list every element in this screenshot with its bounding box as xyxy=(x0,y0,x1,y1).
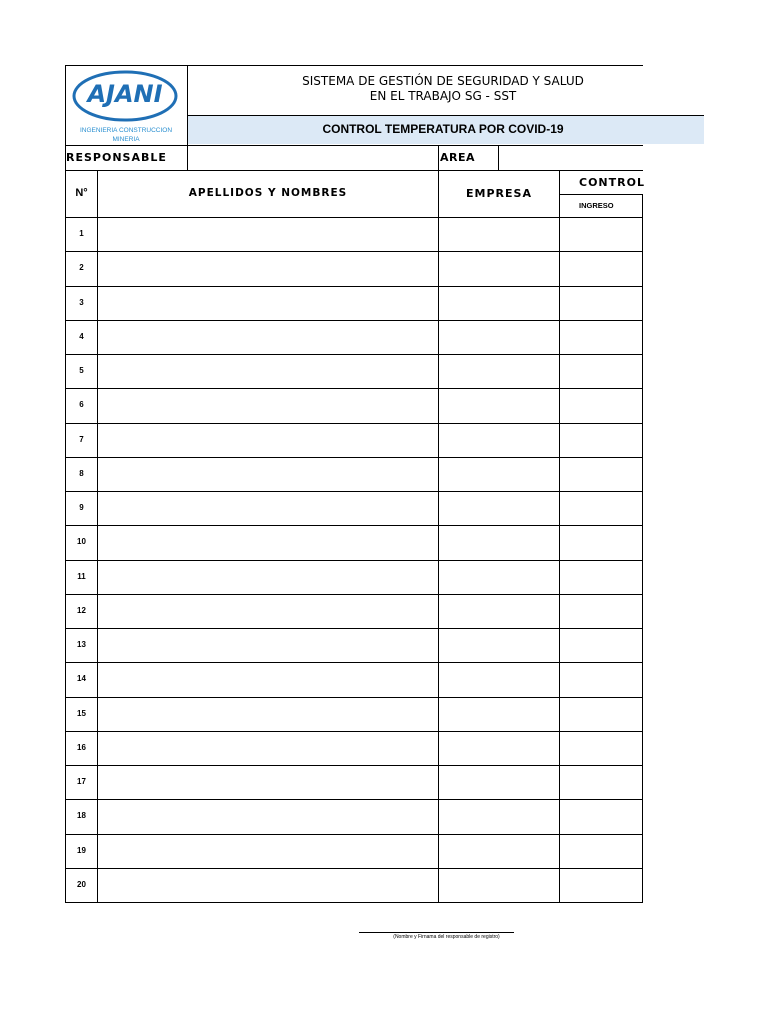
row-line xyxy=(65,902,643,903)
row-number: 4 xyxy=(79,331,84,341)
row-number: 1 xyxy=(79,229,84,239)
table-row[interactable] xyxy=(65,765,643,799)
table-row[interactable] xyxy=(65,251,643,285)
logo-brand-text: AJANI xyxy=(87,80,163,108)
row-number: 11 xyxy=(77,571,86,581)
border-info-area-left xyxy=(438,145,439,170)
row-number: 5 xyxy=(79,366,84,376)
col-header-number: N° xyxy=(75,187,88,199)
table-row[interactable] xyxy=(65,491,643,525)
row-number: 12 xyxy=(77,605,86,615)
row-number: 3 xyxy=(79,297,84,307)
table-row[interactable] xyxy=(65,354,643,388)
responsable-field[interactable] xyxy=(188,146,438,170)
table-row[interactable] xyxy=(65,560,643,594)
signature-caption: (Nombre y Firnama del responsable de registro) xyxy=(393,934,500,940)
table-row[interactable] xyxy=(65,457,643,491)
table-row[interactable] xyxy=(65,731,643,765)
row-number: 10 xyxy=(77,537,86,547)
table-row[interactable] xyxy=(65,868,643,902)
table-row[interactable] xyxy=(65,388,643,422)
border-info-bottom xyxy=(65,170,643,171)
page-title-line-1: SISTEMA DE GESTIÓN DE SEGURIDAD Y SALUD xyxy=(302,74,584,88)
col-header-ingreso: INGRESO xyxy=(579,201,614,210)
row-number: 17 xyxy=(77,777,86,787)
row-number: 16 xyxy=(77,742,86,752)
signature-line xyxy=(359,932,514,933)
col-header-names: APELLIDOS Y NOMBRES xyxy=(188,187,348,199)
responsable-label: RESPONSABLE xyxy=(66,151,167,164)
border-top xyxy=(65,65,643,66)
row-number: 19 xyxy=(77,845,86,855)
area-field[interactable] xyxy=(499,146,643,170)
table-row[interactable] xyxy=(65,525,643,559)
table-row[interactable] xyxy=(65,217,643,251)
table-row[interactable] xyxy=(65,697,643,731)
row-number: 13 xyxy=(77,640,86,650)
logo-tagline-2: MINERIA xyxy=(112,136,140,143)
border-ingreso-top xyxy=(559,194,643,195)
col-header-control: CONTROL xyxy=(579,176,645,189)
table-row[interactable] xyxy=(65,423,643,457)
row-number: 9 xyxy=(79,503,84,513)
row-number: 2 xyxy=(79,263,84,273)
table-row[interactable] xyxy=(65,834,643,868)
row-number: 20 xyxy=(77,879,86,889)
row-number: 15 xyxy=(77,708,86,718)
company-logo xyxy=(72,70,178,122)
table-row[interactable] xyxy=(65,594,643,628)
table-row[interactable] xyxy=(65,799,643,833)
row-number: 18 xyxy=(77,811,86,821)
border-title-bottom xyxy=(187,115,704,116)
area-label: AREA xyxy=(440,151,476,164)
row-number: 14 xyxy=(77,674,86,684)
table-row[interactable] xyxy=(65,320,643,354)
page-subtitle: CONTROL TEMPERATURA POR COVID-19 xyxy=(322,122,564,136)
col-header-company: EMPRESA xyxy=(466,187,532,200)
row-number: 8 xyxy=(79,468,84,478)
row-number: 6 xyxy=(79,400,84,410)
table-row[interactable] xyxy=(65,286,643,320)
table-row[interactable] xyxy=(65,662,643,696)
table-row[interactable] xyxy=(65,628,643,662)
logo-tagline-1: INGENIERIA CONSTRUCCION xyxy=(79,127,173,134)
page-title-line-2: EN EL TRABAJO SG - SST xyxy=(369,89,517,103)
row-number: 7 xyxy=(79,434,84,444)
